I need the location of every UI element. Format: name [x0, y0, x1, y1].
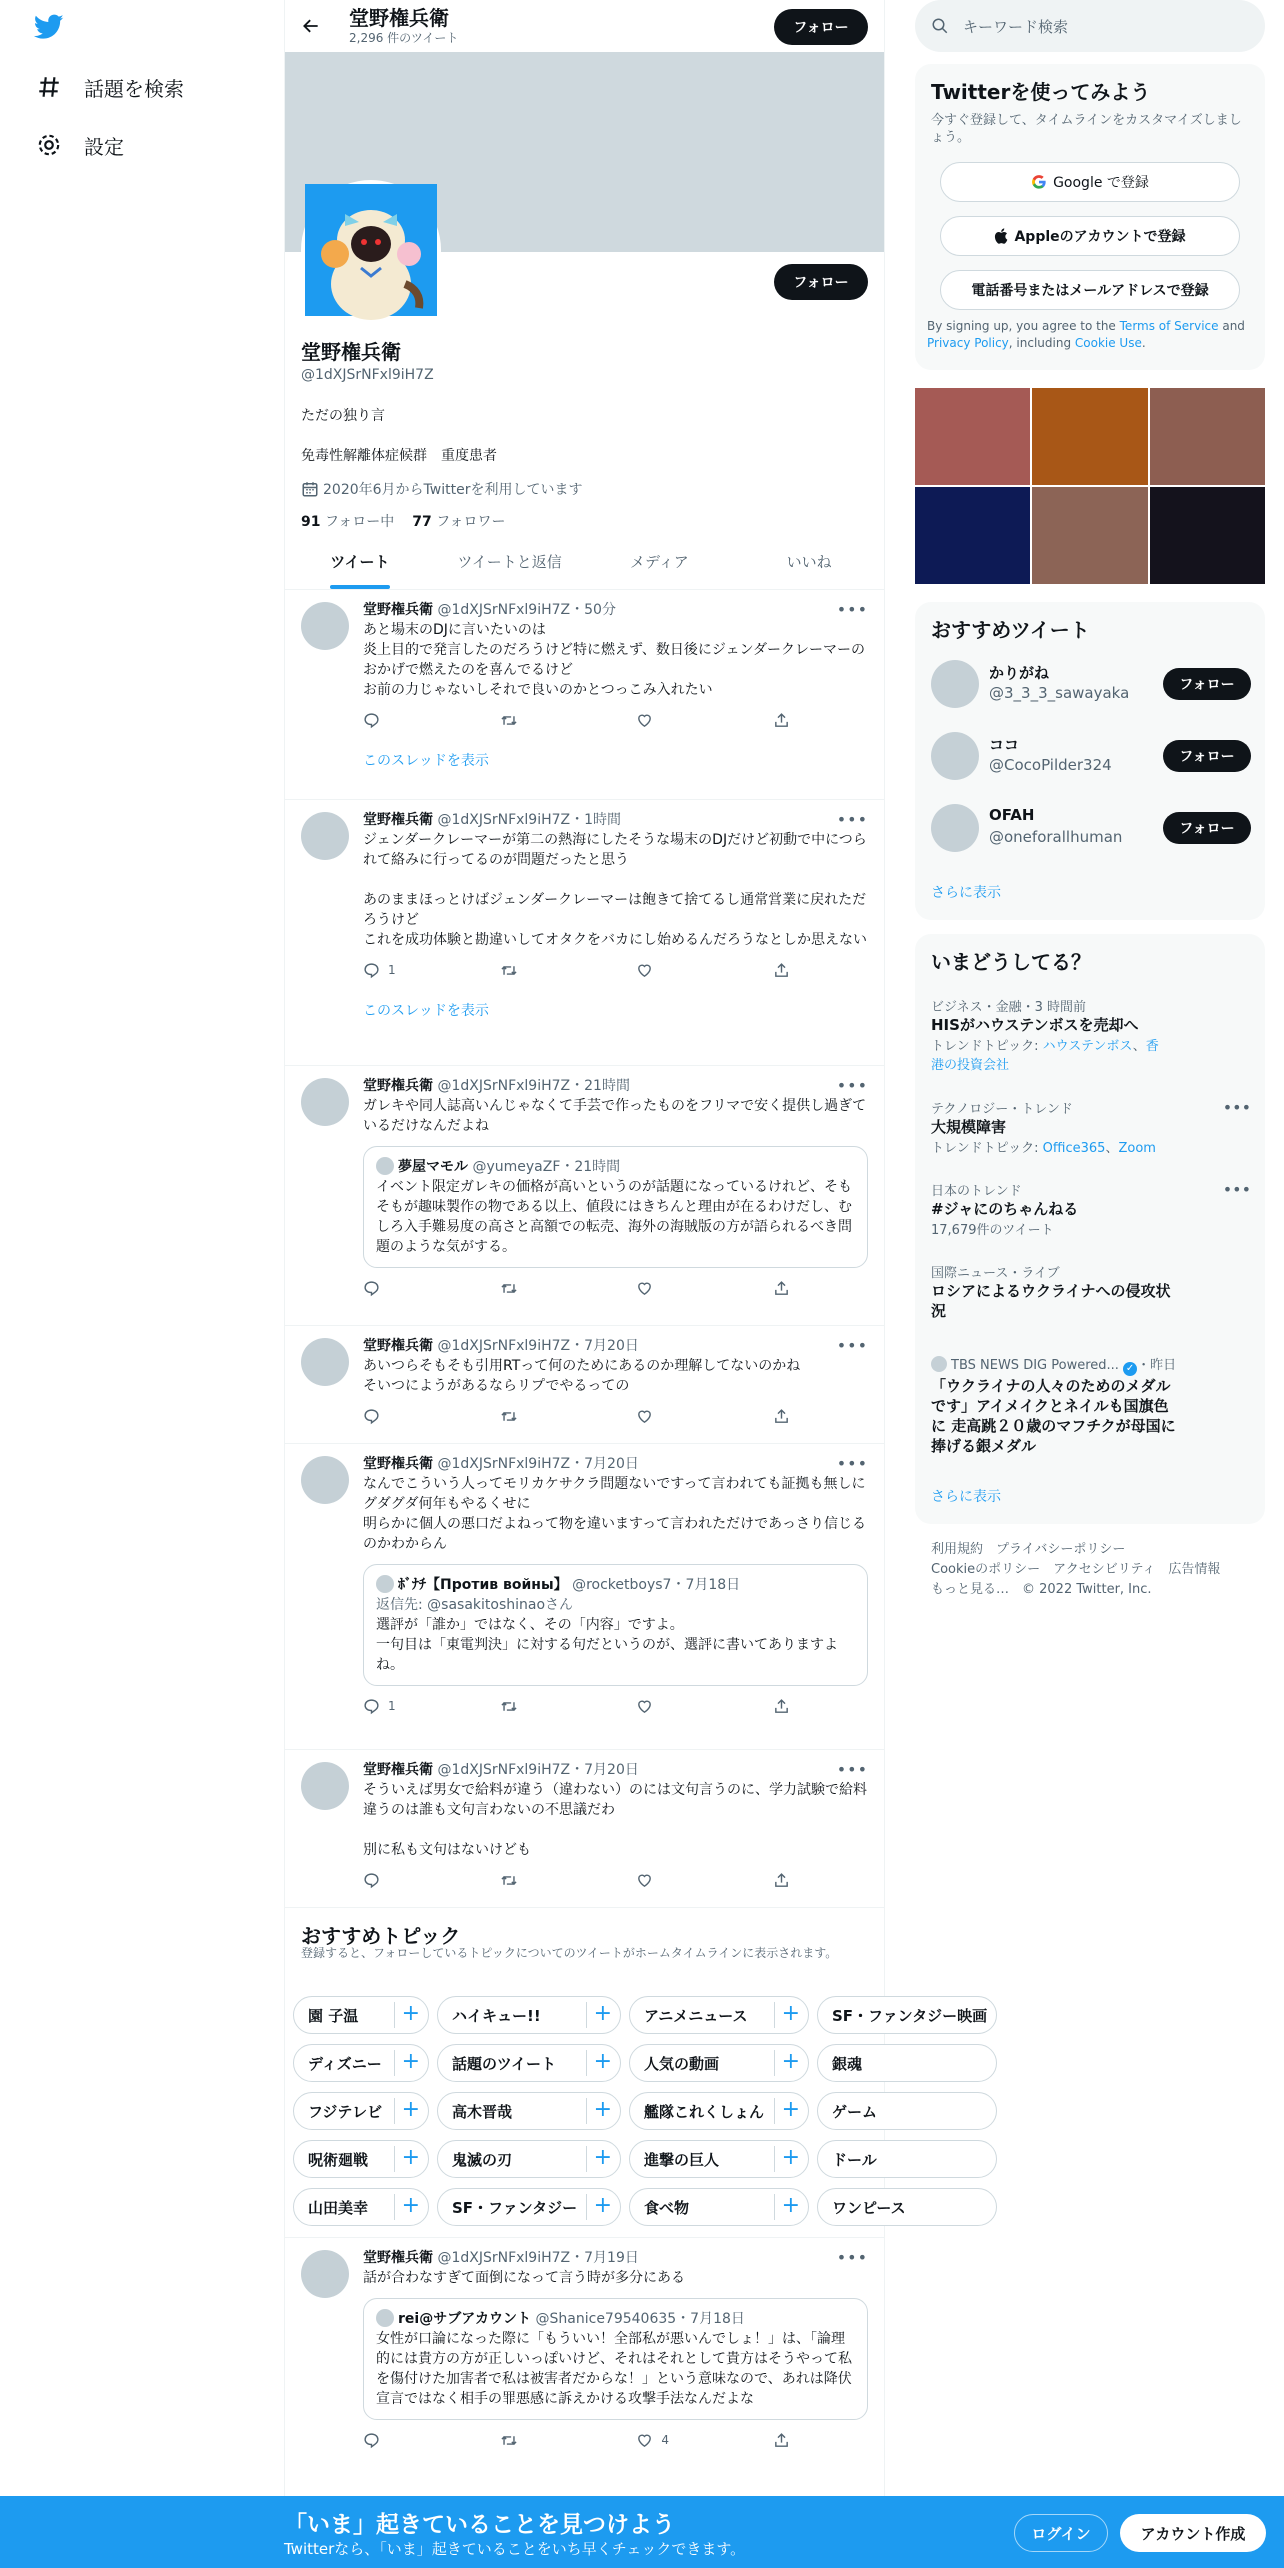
profile-handle: @1dXJSrNFxl9iH7Z [301, 367, 434, 383]
google-icon [1031, 174, 1047, 190]
topic-chip[interactable]: アニメニュース + [629, 1996, 809, 2034]
share-button[interactable] [773, 1278, 803, 1298]
plus-icon: + [586, 2194, 612, 2220]
tweet-author[interactable]: 堂野権兵衛 [363, 1338, 433, 1354]
following-label: フォロー中 [324, 514, 395, 530]
signup-title: Twitterを使ってみよう [931, 80, 1151, 104]
tweet-text: ガレキや同人誌高いんじゃなくて手芸で作ったものをフリマで安く提供し過ぎているだけなんだよね [363, 1098, 867, 1134]
media-thumbnail[interactable] [1150, 487, 1265, 584]
nav-explore[interactable] [0, 58, 240, 116]
trend-topic-link[interactable]: 香港の投資会社 [931, 1039, 1159, 1073]
user-name: ココ [989, 736, 1020, 754]
nav-explore-label: 話題を検索 [84, 76, 184, 101]
more-icon[interactable]: ••• [836, 1454, 868, 1473]
share-icon [773, 962, 798, 979]
trend-category: 日本のトレンド [931, 1184, 1022, 1199]
plus-icon: + [774, 2002, 800, 2028]
retweet-button[interactable] [500, 710, 610, 730]
like-button[interactable] [636, 960, 746, 980]
tweet-avatar[interactable] [301, 1456, 349, 1504]
quote-avatar [376, 2309, 394, 2327]
suggested-user[interactable] [931, 798, 1251, 858]
quote-text: 選評が「誰か」ではなく、その「内容」ですよ。 一句目は「東電判決」に対する句だというのが、選評に書いてありますよね。 [376, 1617, 838, 1673]
tweet-actions [363, 2430, 803, 2450]
retweet-icon [500, 1408, 526, 1425]
trend-name: 大規模障害 [931, 1118, 1007, 1136]
user-avatar[interactable] [931, 660, 979, 708]
reply-icon [363, 962, 388, 979]
apple-signup-button[interactable] [940, 216, 1240, 256]
topic-chip[interactable]: 進撃の巨人 + [629, 2140, 809, 2178]
retweet-icon [500, 1280, 526, 1297]
plus-icon: + [394, 2146, 420, 2172]
reply-icon [363, 1280, 388, 1297]
trend-item[interactable] [931, 996, 1251, 1073]
gear-icon [36, 132, 84, 158]
tweet[interactable] [285, 2238, 884, 2496]
tweet[interactable] [285, 1066, 884, 1326]
tweet-author[interactable]: 堂野権兵衛 [363, 2250, 433, 2266]
header-tweet-count: 2,296 件のツイート [349, 30, 459, 45]
privacy-link[interactable]: Privacy Policy [927, 336, 1009, 350]
profile-bio-line2: 免毒性解離体症候群 重度患者 [301, 448, 497, 464]
tweet-avatar[interactable] [301, 812, 349, 860]
topic-chip[interactable]: 艦隊これくしょん + [629, 2092, 809, 2130]
profile-stats [301, 511, 861, 531]
topic-chip[interactable]: 銀魂 [817, 2044, 997, 2082]
topic-chip[interactable]: 鬼滅の刃 + [437, 2140, 621, 2178]
share-button[interactable] [773, 2430, 803, 2450]
user-name: OFAH [989, 806, 1035, 824]
news-title: 「ウクライナの人々のためのメダルです」アイメイクとネイルも国旗色に 走高跳２０歳のマフチクが母国に捧げる銀メダル [931, 1377, 1176, 1455]
trend-topic-link[interactable]: Zoom [1118, 1141, 1156, 1156]
share-button[interactable] [773, 1870, 803, 1890]
share-button[interactable] [773, 1406, 803, 1426]
profile-info [301, 336, 861, 531]
following-count: 91 [301, 514, 321, 530]
twitter-logo-icon[interactable] [34, 14, 64, 40]
quote-author: ﾎﾞﾅﾁ【Против войны】 [398, 1577, 568, 1593]
reply-button[interactable] [363, 960, 473, 980]
google-signup-label: Google で登録 [1053, 175, 1149, 191]
more-icon[interactable]: ••• [836, 2248, 868, 2267]
header-follow-button[interactable]: フォロー [774, 9, 868, 45]
suggested-user[interactable] [931, 726, 1251, 786]
more-icon[interactable]: ••• [836, 600, 868, 619]
tweet-actions [363, 1696, 803, 1716]
profile-avatar[interactable] [301, 180, 441, 320]
login-button[interactable]: ログイン [1014, 2514, 1108, 2552]
header-name: 堂野権兵衛 [349, 5, 449, 30]
retweet-button[interactable] [500, 1278, 610, 1298]
trends-title: いまどうしてる？ [931, 950, 1091, 974]
news-source: TBS NEWS DIG Powered... ✓ ・昨日 [931, 1354, 1181, 1376]
phone-email-signup-button[interactable]: 電話番号またはメールアドレスで登録 [940, 270, 1240, 310]
reply-count: 1 [388, 1699, 396, 1713]
tweet-actions [363, 960, 803, 980]
tweet-meta: @1dXJSrNFxl9iH7Z・7月20日 [437, 1762, 639, 1778]
user-handle: @3_3_3_sawayaka [989, 684, 1130, 702]
retweet-button[interactable] [500, 1696, 610, 1716]
tweet-header [363, 1454, 868, 1474]
quoted-tweet[interactable] [363, 2298, 868, 2420]
tweet-actions [363, 1278, 803, 1298]
heart-icon [636, 712, 661, 729]
follow-button[interactable]: フォロー [1163, 740, 1251, 772]
quote-text: 女性が口論になった際に「もういい！全部私が悪いんでしょ！」は、「論理的には貴方の方が正しいっぽいけど、それはそれとして貴方はそうやって私を傷付けた加害者で私は被害者だからな！」という意味なので、あれは降伏宣言ではなく相手の罪悪感に訴えかける攻撃手法なんだよな [376, 2331, 852, 2407]
trend-topics: トレンドトピック: Office365、Zoom [931, 1141, 1156, 1156]
topics-title: おすすめトピック [301, 1924, 461, 1948]
tweet-text: あいつらそもそも引用RTって何のためにあるのか理解してないのかね そいつにようがあるならリプでやるっての [363, 1358, 801, 1394]
plus-icon: + [774, 2146, 800, 2172]
user-handle: @oneforallhuman [989, 828, 1123, 846]
share-icon [773, 1408, 798, 1425]
topic-chip[interactable]: 園 子温 + [293, 1996, 429, 2034]
tweet-author[interactable]: 堂野権兵衛 [363, 1078, 433, 1094]
trends-show-more-link[interactable]: さらに表示 [931, 1489, 1001, 1505]
tweet-author[interactable]: 堂野権兵衛 [363, 1762, 433, 1778]
trend-name: HISがハウステンボスを売却へ [931, 1016, 1139, 1034]
topic-chip[interactable]: SF・ファンタジー映画 [817, 1996, 997, 2034]
like-button[interactable] [636, 2430, 746, 2450]
heart-icon [636, 1872, 661, 1889]
more-icon[interactable]: ••• [836, 810, 868, 829]
share-icon [773, 1872, 798, 1889]
tweet-header [363, 1760, 868, 1780]
quote-meta: @Shanice79540635・7月18日 [535, 2311, 745, 2327]
followers-label: フォロワー [436, 514, 506, 530]
tweet-meta: @1dXJSrNFxl9iH7Z・7月20日 [437, 1338, 639, 1354]
tweet[interactable] [285, 1750, 884, 1908]
suggested-user[interactable] [931, 654, 1251, 714]
plus-icon: + [394, 2002, 420, 2028]
quote-meta: @rocketboys7・7月18日 [572, 1577, 741, 1593]
quote-author: rei@サブアカウント [398, 2311, 532, 2327]
profile-header-bar [285, 0, 884, 52]
heart-icon [636, 1408, 661, 1425]
cookie-link[interactable]: Cookie Use [1074, 336, 1142, 350]
tweet-author[interactable]: 堂野権兵衛 [363, 602, 433, 618]
tab-media[interactable]: メディア [629, 553, 689, 571]
reply-count: 1 [388, 963, 396, 977]
following-link[interactable] [301, 511, 394, 531]
back-arrow-icon[interactable] [301, 16, 335, 36]
more-icon[interactable]: ••• [836, 1336, 868, 1355]
media-grid[interactable] [915, 388, 1265, 584]
tweet-meta: @1dXJSrNFxl9iH7Z・7月20日 [437, 1456, 639, 1472]
trend-name: ロシアによるウクライナへの侵攻状況 [931, 1282, 1171, 1320]
plus-icon: + [774, 2098, 800, 2124]
profile-bio: ただの独り言 [301, 408, 385, 424]
reply-icon [363, 2432, 388, 2449]
tweet-header [363, 1336, 868, 1356]
topic-chip[interactable]: フジテレビ + [293, 2092, 429, 2130]
quote-meta: @yumeyaZF・21時間 [472, 1159, 621, 1175]
tweet-header [363, 810, 868, 830]
terms-link[interactable]: Terms of Service [1119, 319, 1219, 333]
like-button[interactable] [636, 1278, 746, 1298]
tweet-meta: @1dXJSrNFxl9iH7Z・7月19日 [437, 2250, 639, 2266]
signup-bottom-bar [0, 2496, 1284, 2568]
share-icon [773, 2432, 798, 2449]
reply-button[interactable] [363, 1696, 473, 1716]
user-avatar[interactable] [931, 804, 979, 852]
tweet[interactable] [285, 590, 884, 800]
reply-button[interactable] [363, 710, 473, 730]
tweet-text: 話が合わなすぎて面倒になって言う時が多分にある [363, 2270, 685, 2286]
media-thumbnail[interactable] [1032, 388, 1147, 485]
footer-line[interactable]: Cookieのポリシー アクセシビリティ 広告情報 [931, 1562, 1221, 1577]
bottom-bar-title: 「いま」起きていることを見つけよう [284, 2512, 675, 2538]
quote-text: イベント限定ガレキの価格が高いというのが話題になっているけれど、そもそもが趣味製作の物である以上、値段にはきちんと理由が在るわけだし、むしろ入手難易度の高さと高額での転売、海外の海賊版の方が語られるべき問題のような気がする。 [376, 1179, 852, 1255]
media-thumbnail[interactable] [1032, 487, 1147, 584]
trend-topics: トレンドトピック: ハウステンボス、香港の投資会社 [931, 1039, 1159, 1073]
user-avatar[interactable] [931, 732, 979, 780]
retweet-icon [500, 1872, 526, 1889]
retweet-icon [500, 2432, 526, 2449]
tweet-meta: @1dXJSrNFxl9iH7Z・1時間 [437, 812, 622, 828]
create-account-button[interactable]: アカウント作成 [1120, 2514, 1266, 2552]
trend-name: #ジャにのちゃんねる [931, 1200, 1079, 1218]
retweet-icon [500, 962, 526, 979]
tweet[interactable] [285, 1444, 884, 1750]
footer-line[interactable]: 利用規約 プライバシーポリシー [931, 1542, 1126, 1557]
media-thumbnail[interactable] [915, 487, 1030, 584]
tweet-avatar[interactable] [301, 1762, 349, 1810]
signup-subtitle: 今すぐ登録して、タイムラインをカスタマイズしましょう。 [931, 113, 1242, 145]
reply-button[interactable] [363, 1278, 473, 1298]
show-more-link[interactable]: さらに表示 [931, 885, 1001, 901]
more-icon[interactable]: ••• [1222, 1098, 1251, 1117]
signup-legal: By signing up, you agree to the Terms of Service and Privacy Policy, including Cookie Use. [927, 319, 1245, 350]
quoted-tweet[interactable] [363, 1564, 868, 1686]
signup-card [915, 64, 1265, 370]
profile-joined [301, 479, 861, 499]
like-button[interactable] [636, 1406, 746, 1426]
reply-button[interactable] [363, 2430, 473, 2450]
who-to-follow-title: おすすめツイート [931, 618, 1090, 642]
media-thumbnail[interactable] [1150, 388, 1265, 485]
followers-link[interactable] [412, 511, 505, 531]
heart-icon [636, 962, 661, 979]
tweet-meta: @1dXJSrNFxl9iH7Z・50分 [437, 602, 616, 618]
trends-card [915, 934, 1265, 1524]
profile-name: 堂野権兵衛 [301, 340, 401, 364]
topic-chip[interactable]: 話題のツイート + [437, 2044, 621, 2082]
heart-icon [636, 1698, 661, 1715]
reply-icon [363, 1408, 388, 1425]
profile-joined-text: 2020年6月からTwitterを利用しています [323, 482, 583, 498]
tweet-actions [363, 1870, 803, 1890]
trend-category: ビジネス・金融・3 時間前 [931, 1000, 1087, 1015]
recommended-topics [285, 1908, 988, 2238]
search-box[interactable] [915, 0, 1265, 52]
plus-icon: + [394, 2194, 420, 2220]
trend-item[interactable] [931, 1262, 1251, 1321]
news-item[interactable] [931, 1354, 1181, 1456]
tweet-text: あと場末のDJに言いたいのは 炎上目的で発言したのだろうけど特に燃えず、数日後にジェンダークレーマーのおかげで燃えたのを喜んでるけど お前の力じゃないしそれで良いのかとつっこみ入れたい [363, 622, 866, 698]
retweet-icon [500, 1698, 526, 1715]
like-button[interactable] [636, 710, 746, 730]
news-source-avatar [931, 1356, 947, 1372]
topic-chip[interactable]: ゲーム [817, 2092, 997, 2130]
trend-category: テクノロジー・トレンド [931, 1102, 1073, 1117]
plus-icon: + [394, 2050, 420, 2076]
tweet-avatar[interactable] [301, 602, 349, 650]
share-button[interactable] [773, 1696, 803, 1716]
topic-chip[interactable]: ハイキュー!! + [437, 1996, 621, 2034]
tweet-meta: @1dXJSrNFxl9iH7Z・21時間 [437, 1078, 630, 1094]
more-icon[interactable]: ••• [836, 1760, 868, 1779]
tweet-avatar[interactable] [301, 2250, 349, 2298]
user-handle: @CocoPilder324 [989, 756, 1112, 774]
user-name: かりがね [989, 664, 1050, 682]
quoted-tweet[interactable] [363, 1146, 868, 1268]
retweet-button[interactable] [500, 960, 610, 980]
profile-tabs [285, 535, 884, 590]
bottom-bar-subtitle: Twitterなら、「いま」起きていることをいち早くチェックできます。 [284, 2540, 746, 2558]
plus-icon: + [774, 2194, 800, 2220]
trend-category: 国際ニュース・ライブ [931, 1266, 1060, 1281]
tab-tweets-and-replies[interactable]: ツイートと返信 [457, 553, 562, 571]
nav-settings-label: 設定 [84, 134, 124, 159]
tweet-author[interactable]: 堂野権兵衛 [363, 812, 433, 828]
tweet-text: ジェンダークレーマーが第二の熱海にしたそうな場末のDJだけど初動で中につられて絡みに行ってるのが問題だったと思う あのままほっとけばジェンダークレーマーは飽きて捨てるし通常営業に戻れただろうけど これを成功体験と勘違いしてオタクをバカにし始めるんだろうなとしか思えない [363, 832, 867, 948]
plus-icon: + [774, 2050, 800, 2076]
more-icon[interactable]: ••• [1222, 1180, 1251, 1199]
topic-chip[interactable]: ドール [817, 2140, 997, 2178]
tweet[interactable] [285, 800, 884, 1066]
search-icon [931, 17, 949, 35]
trend-tweet-count: 17,679件のツイート [931, 1223, 1054, 1238]
tweet-text: なんでこういう人ってモリカケサクラ問題ないですって言われても証拠も無しにグダグダ何年もやるくせに 明らかに個人の悪口だよねって物を違いますって言われただけであっさり信じるのかわからん [363, 1476, 867, 1552]
footer-links [931, 1540, 1251, 1600]
share-button[interactable] [773, 710, 803, 730]
reply-button[interactable] [363, 1870, 473, 1890]
topic-chip[interactable]: 食べ物 + [629, 2188, 809, 2226]
plus-icon: + [586, 2098, 612, 2124]
topic-chip[interactable]: 高木晋哉 + [437, 2092, 621, 2130]
like-button[interactable] [636, 1696, 746, 1716]
tweet-actions [363, 1406, 803, 1426]
like-button[interactable] [636, 1870, 746, 1890]
tweet-header [363, 1076, 868, 1096]
quote-avatar [376, 1575, 394, 1593]
trend-item[interactable] [931, 1098, 1251, 1156]
tweet-author[interactable]: 堂野権兵衛 [363, 1456, 433, 1472]
tweet-header [363, 600, 868, 620]
trend-item[interactable] [931, 1180, 1251, 1238]
follow-button[interactable]: フォロー [1163, 812, 1251, 844]
reply-icon [363, 1872, 388, 1889]
retweet-button[interactable] [500, 2430, 610, 2450]
topic-chip[interactable]: ディズニー + [293, 2044, 429, 2082]
followers-count: 77 [412, 514, 432, 530]
topic-chip[interactable]: 人気の動画 + [629, 2044, 809, 2082]
heart-icon [636, 2432, 661, 2449]
reply-icon [363, 1698, 388, 1715]
nav-settings[interactable] [0, 116, 240, 174]
reply-button[interactable] [363, 1406, 473, 1426]
hashtag-icon [36, 74, 84, 100]
tab-likes[interactable]: いいね [786, 553, 832, 571]
media-thumbnail[interactable] [915, 388, 1030, 485]
topic-chip[interactable]: ワンピース [817, 2188, 997, 2226]
topic-chip[interactable]: SF・ファンタジー + [437, 2188, 621, 2226]
retweet-button[interactable] [500, 1406, 610, 1426]
quote-avatar [376, 1157, 394, 1175]
retweet-icon [500, 712, 526, 729]
verified-badge-icon: ✓ [1123, 1362, 1137, 1376]
profile-follow-button[interactable]: フォロー [774, 264, 868, 300]
apple-signup-label: Appleのアカウントで登録 [1014, 229, 1186, 245]
retweet-button[interactable] [500, 1870, 610, 1890]
who-to-follow-card [915, 602, 1265, 920]
share-button[interactable] [773, 960, 803, 980]
search-input[interactable]: キーワード検索 [963, 17, 1069, 36]
topic-chip[interactable]: 呪術廻戦 + [293, 2140, 429, 2178]
show-thread-link[interactable]: このスレッドを表示 [363, 753, 489, 769]
tweet-text: そういえば男女で給料が違う（違わない）のには文句言うのに、学力試験で給料違うのは誰も文句言わないの不思議だわ 別に私も文句はないけども [363, 1782, 867, 1858]
plus-icon: + [586, 2002, 612, 2028]
heart-icon [636, 1280, 661, 1297]
calendar-icon [301, 480, 319, 498]
more-icon[interactable]: ••• [836, 1076, 868, 1095]
tweet-header [363, 2248, 868, 2268]
tab-tweets[interactable]: ツイート [285, 535, 435, 589]
share-icon [773, 712, 798, 729]
share-icon [773, 1698, 798, 1715]
trend-topic-link[interactable]: Office365 [1042, 1141, 1106, 1156]
share-icon [773, 1280, 798, 1297]
follow-button[interactable]: フォロー [1163, 668, 1251, 700]
like-count: 4 [661, 2433, 669, 2447]
show-thread-link[interactable]: このスレッドを表示 [363, 1003, 489, 1019]
footer-line[interactable]: もっと見る… © 2022 Twitter, Inc. [931, 1582, 1152, 1597]
quote-reply-to: 返信先: @sasakitoshinaoさん [376, 1597, 574, 1613]
plus-icon: + [586, 2146, 612, 2172]
reply-icon [363, 712, 388, 729]
plus-icon: + [586, 2050, 612, 2076]
tweet-avatar[interactable] [301, 1338, 349, 1386]
tweet-actions [363, 710, 803, 730]
quote-author: 夢屋マモル [398, 1159, 468, 1175]
tweet[interactable] [285, 1326, 884, 1444]
apple-icon [994, 228, 1008, 244]
trend-topic-link[interactable]: ハウステンボス [1042, 1039, 1133, 1054]
topic-chip[interactable]: 山田美幸 + [293, 2188, 429, 2226]
plus-icon: + [394, 2098, 420, 2124]
topics-subtitle: 登録すると、フォローしているトピックについてのツイートがホームタイムラインに表示されます。 [301, 1946, 838, 1960]
google-signup-button[interactable] [940, 162, 1240, 202]
tweet-avatar[interactable] [301, 1078, 349, 1126]
